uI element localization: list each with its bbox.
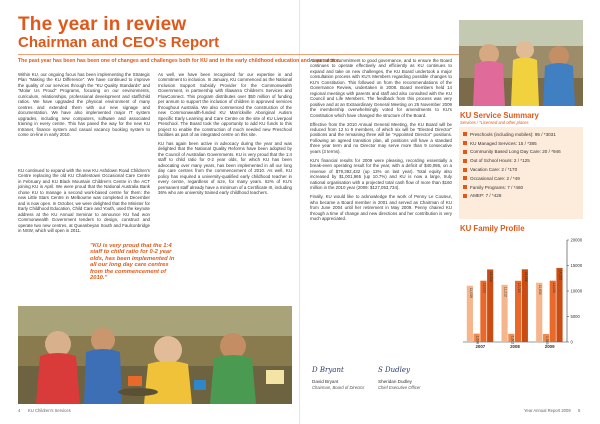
signature-chairman: D Bryant [312, 366, 344, 374]
bullet-square-icon [463, 176, 467, 180]
bullet-square-icon [463, 159, 467, 163]
x-tick-label: 2007 [475, 344, 486, 349]
family-profile-title: KU Family Profile [460, 224, 525, 233]
photo-children-outdoors [459, 20, 583, 106]
y-tick-label: 20000 [570, 237, 583, 243]
x-tick-label: 2008 [510, 344, 520, 349]
service-item: Preschools (including mobiles): 95 / *3031 [463, 130, 579, 139]
y-tick-label: 10000 [570, 288, 583, 294]
signature-ceo: S Dudley [378, 366, 410, 374]
service-item: Community Based Long Day Care: 20 / *946 [463, 148, 579, 157]
bar-data-label: 1,638 [475, 335, 480, 345]
body-paragraph: As well, we have been recognised for our expertise in and commitment to inclusion. In January, KU commenced as the National Inclusion Support Subsidy Provider for the Commonwealth Government, in partnership with Illawarra Children's Services and FlowConnect. This program distributes over $50 million of funding per annum to support the inclusion of children in approved services throughout Australia. We also commenced the construction of the new Commonwealth-funded KU Marrickville Aboriginal Autism Specific Early Learning and Care Centre on the site of KU Liverpool Preschool. The Board took the opportunity to add KU funds to this project to enable the construction of much needed new Preschool facilities as part of an integrated centre on this site. [158, 72, 292, 137]
bullet-square-icon [463, 141, 467, 145]
signatory-name-chairman: David Bryant [312, 379, 339, 384]
body-column-1-continued [18, 168, 150, 233]
bar-data-label: 1,565 [544, 336, 549, 345]
body-paragraph: KU continued to expand with the new KU Ashdown Road Children's Centre replacing the old KU Charlestown Occasional Care Centre in February and KU Black Mountain Children's Centre in the ACT joining KU in April. We were proud that the National Australia Bank chose KU to manage a second work-based centre for them: the new Little Stars Centre in Melbourne was completed in December and is now open. In October, we were delighted that the Minister for Early Childhood Education, Child Care and Youth, used the keynote address at the KU Annual Seminar to announce KU had won Commonwealth Government tenders to design, construct and operate two new centres, at Queanbeyan South and Faulconbridge in NSW, which will open in 2011. [18, 168, 150, 233]
footer-page-number-right: 5 [578, 408, 581, 413]
bar-data-label: 11,630 [538, 284, 543, 295]
body-column-2-lower [186, 234, 292, 304]
footer-publication-right: Year Annual Report 2009 [524, 408, 571, 413]
bar-data-label: 1,602 [510, 335, 515, 345]
family-profile-chart-svg [459, 234, 589, 356]
service-summary-subtitle: Services / *Licensed and other places [460, 120, 529, 125]
service-item: Family Programs: 7 / *460 [463, 183, 579, 192]
y-tick-label: 5000 [570, 314, 580, 320]
y-tick-label: 0 [570, 339, 573, 345]
body-column-3 [310, 58, 452, 358]
signatory-name-ceo: Sheridan Dudley [378, 379, 412, 384]
service-item: Occasional Care: 2 / *49 [463, 174, 579, 183]
body-column-2 [158, 72, 292, 234]
signatory-role-ceo: Chief Executive Officer [378, 385, 421, 390]
service-item: AMEP: 7 / *428 [463, 192, 579, 201]
bullet-square-icon [463, 132, 467, 136]
x-tick-label: 2009 [544, 344, 555, 349]
footer-publication-left: KU Children's Services [28, 408, 71, 413]
footer-page-number-left: 4 [18, 408, 21, 413]
bullet-square-icon [463, 150, 467, 154]
bar-data-label: 12,022 [482, 282, 487, 294]
service-summary-box [459, 127, 583, 219]
bar-data-label: 11,039 [468, 287, 473, 298]
bullet-square-icon [463, 185, 467, 189]
service-summary-title: KU Service Summary [460, 111, 539, 120]
service-item: Out of School Hours: 2 / *125 [463, 156, 579, 165]
family-profile-chart [459, 234, 589, 356]
body-paragraph: KU's financial results for 2009 were pleasing, recording essentially a break-even operating result for the year, with a deficit of $40,086, on a revenue of $79,392,432 (up 13% on last year). Total equity also increased by $1,001,965 (up 10.7%) and KU is now a large, truly national organisation with a projected total cash flow of more than $160 million in the 2010 year (2009: $127,053,734). [310, 157, 452, 191]
body-paragraph: Within KU, our ongoing focus has been implementing the Strategic Plan "Making the KU Difference". We have continued to improve the quality of our services through the "KU Quality Standards" and "Molar Us Proud" Programs, focusing on our environments, curriculum, relationships, professional development and staff/child ratios. We have upgraded the physical environment of many centres and extended them with our new signage and documentation. We have also implemented major IT system upgrades, including new computers, software and associated training in every centre. This has paved the way for the new KU Intranet, finance system and casual vacancy booking system to come on-line in early 2010. [18, 72, 150, 137]
photo-children-playing [18, 306, 292, 404]
page-title: The year in review [18, 14, 187, 35]
service-item: Vacation Care: 2 / *170 [463, 165, 579, 174]
pull-quote: "KU is very proud that the 1:4 staff to child ratio for 0-2 year olds, has been implemented in all our long day care centres from the commencement of 2010." [90, 243, 175, 282]
bar-data-label: 12,020 [551, 282, 556, 294]
bullet-square-icon [463, 168, 467, 172]
bar-data-label: 14,525 [558, 269, 563, 281]
y-tick-label: 15000 [570, 263, 583, 269]
bar-data-label: 11,212 [503, 286, 508, 297]
signatory-role-chairman: Chairman, Board of Director [312, 385, 365, 390]
body-paragraph: KU has again been active in advocacy during the year and was delighted that the National Quality Reforms have been adopted by the Council of Australian Governments. KU is very proud that the 1:4 staff to child ratio for 0-2 year olds, for which KU has been advocating over many years, has been implemented in all our long day care centres from the commencement of 2010. As well, KU policy has required a university-qualified early childhood teacher in every centre, regardless of size, for many years. 62% of KU's permanent staff already have a minimum of a Certificate III, including 36% who are university trained early childhood teachers. [158, 141, 292, 196]
body-paragraph: Finally, KU would like to acknowledge the work of Penny Le Couteur, who became a Board member in 2001 and served as Chairman of KU from June 2004 until her retirement in May 2009. Penny chaired KU through a time of change and new directions and her contribution is very much appreciated. [310, 194, 452, 222]
bar-data-label: 12,000 [517, 282, 522, 294]
service-item: KU Managed Services: 15 / *385 [463, 139, 579, 148]
bar-data-label: 14,256 [523, 271, 528, 282]
page-subtitle: Chairman and CEO's Report [18, 34, 220, 51]
body-paragraph: Effective from the 2010 Annual General Meeting, the KU Board will be reduced from 12 to 9 members, of which six will be "Elected Director" positions and the remaining three will be "Appointed Director" positions. Following an agreed transition plan, all positions will have a standard three year term and no Director may serve more than 9 consecutive years (3 terms). [310, 121, 452, 154]
intro-paragraph: The past year has been has been one of changes and challenges both for KU and in the early childhood education and care sector. [18, 58, 341, 64]
bar-data-label: 14,228 [489, 271, 494, 282]
body-paragraph: As part of its commitment to good governance, and to ensure the Board continues to operate effectively and efficiently as KU continues to expand and take on new challenges, the KU Board undertook a major consultation process with KU's Members regarding possible changes to KU's Constitution. This followed on from the recommendations of the Governance Review, undertaken in 2008. Board members held 14 regional meetings with parents and staff and also consulted with the KU Council and Life Members. The feedback from this process was very positive and at an Extraordinary General Meeting on 25 November 2009 the membership overwhelmingly voted for amendments to KU's Constitution which have changed the structure of the Board. [310, 58, 452, 118]
bullet-square-icon [463, 194, 467, 198]
